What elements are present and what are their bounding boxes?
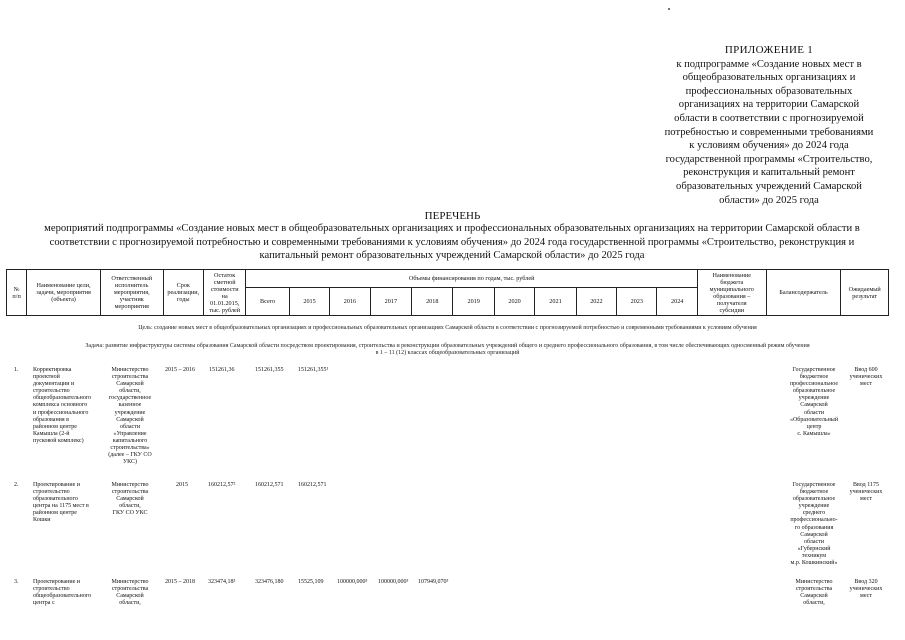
row-term: 2015 – 2016 — [165, 367, 195, 373]
row-executor: Министерство строительства Самарской области, государственное казенное учреждение Самарской области «Управление капитального строительства» (далее – ГКУ СО УКС) — [108, 367, 152, 466]
goal-line: Цель: создание новых мест в общеобразовательных организациях и профессиональных образовательных организациях Самарской области в соответствии с прогнозируемой потребностью и современными требованиями к условиям обучения — [138, 325, 757, 331]
appendix-line: к подпрограмме «Создание новых мест в — [676, 58, 862, 70]
appendix-line: потребностью и современными требованиями — [664, 126, 874, 138]
list-title: ПЕРЕЧЕНЬ — [424, 210, 481, 222]
list-subtitle-line: мероприятий подпрограммы «Создание новых мест в общеобразовательных организациях и профессиональных образовательных организациях на территории Самарской области в — [44, 223, 860, 234]
header-total: Всего — [246, 288, 289, 316]
header-year: 2024 — [657, 288, 697, 316]
row-executor: Министерство строительства Самарской области, — [111, 579, 149, 607]
appendix-line: области в соответствии с прогнозируемой — [674, 112, 864, 124]
list-subtitle-line: капитальный ремонт образовательных учреждений Самарской области» до 2025 года — [259, 250, 645, 262]
header-budget: Наименование бюджета муниципального образования – получателя субсидии — [697, 270, 766, 316]
task-line-part: в 1 – 11 (12) классах общеобразовательных организаций — [375, 350, 520, 356]
list-subtitle-line: соответствии с прогнозируемой потребностью и современными требованиями к условиям обучения» до 2024 года государственной программы «Строительство, реконструкция и — [49, 236, 855, 248]
appendix-line: реконструкция и капитальный ремонт — [683, 167, 855, 179]
header-year: 2020 — [494, 288, 534, 316]
header-holder: Балансодержатель — [766, 270, 841, 316]
header-executor: Ответственный исполнитель мероприятия, участник мероприятия — [100, 270, 163, 316]
appendix-block — [650, 44, 888, 207]
header-year: 2016 — [330, 288, 370, 316]
header-funding: Объемы финансирования по годам, тыс. рублей — [246, 270, 698, 288]
appendix-line: области» до 2025 года — [719, 194, 819, 206]
header-table — [6, 269, 889, 316]
header-year: 2022 — [576, 288, 616, 316]
row-number: 1. — [14, 367, 19, 373]
header-name: Наименование цели, задачи, мероприятия (объекта) — [27, 270, 101, 316]
header-year: 2017 — [370, 288, 411, 316]
row-holder: Государственное бюджетное образовательное учреждение среднего профессионально- го образования Самарской области «Губернский техникум м.р. Кошкинский» — [790, 482, 838, 567]
row-name: Корректировка проектной документации и строительство общеобразовательного комплекса основного и профессионального образования в районном центре Камышла (2-й пусковой комплекс) — [33, 367, 92, 444]
header-result: Ожидаемый результат — [841, 270, 889, 316]
row-remainder: 323474,18³ — [208, 579, 236, 585]
row-number: 3. — [14, 579, 19, 585]
header-year: 2018 — [412, 288, 453, 316]
row-total: 160212,571 — [255, 482, 284, 488]
appendix-line: к условиям обучения» до 2024 года — [689, 140, 849, 152]
header-num: № п/п — [7, 270, 27, 316]
row-2016: 100000,000³ — [337, 579, 368, 585]
row-name: Проектирование и строительство образовательного центра на 1175 мест в районном центре Кошки — [33, 482, 89, 524]
row-term: 2015 – 2018 — [165, 579, 195, 585]
header-year: 2015 — [289, 288, 329, 316]
appendix-heading: ПРИЛОЖЕНИЕ 1 — [724, 44, 814, 56]
row-total: 323476,180 — [255, 579, 284, 585]
list-subtitle — [22, 222, 882, 263]
row-remainder: 151261,36 — [209, 367, 235, 373]
row-total: 151261,355 — [255, 367, 284, 373]
appendix-line: государственной программы «Строительство, — [665, 153, 873, 165]
appendix-line: организациях на территории Самарской — [678, 99, 860, 111]
row-result: Ввод 600 ученических мест — [849, 367, 883, 388]
row-2015: 151261,355¹ — [298, 367, 329, 373]
header-year: 2019 — [453, 288, 494, 316]
row-number: 2. — [14, 482, 19, 488]
appendix-line: общеобразовательных организациях и — [682, 72, 856, 84]
appendix-line: профессиональных образовательных — [685, 85, 853, 97]
header-remainder: Остаток сметной стоимости на 01.01.2015, тыс. рублей — [203, 270, 245, 316]
row-2015: 160212,571 — [298, 482, 327, 488]
row-term: 2015 — [176, 482, 188, 488]
row-result: Ввод 320 ученических мест — [849, 579, 883, 600]
row-executor: Министерство строительства Самарской области, ГКУ СО УКС — [111, 482, 149, 517]
row-remainder: 160212,57² — [208, 482, 236, 488]
appendix-line: образовательных учреждений Самарской — [676, 180, 862, 192]
header-term: Срок реализации, годы — [163, 270, 203, 316]
task-line-part: Задача: развитие инфраструктуры системы образования Самарской области посредством проектирования, строительства и реконструкции образовательных учреждений общего и среднего профессионального образования, в том числе обеспечивающих односменный режим обучения — [85, 343, 810, 349]
row-2015: 15525,109 — [298, 579, 324, 585]
row-holder: Государственное бюджетное профессиональное образовательное учреждение Самарской области «Образовательный центр с. Камышла» — [789, 367, 839, 437]
scan-speck — [668, 8, 670, 10]
row-holder: Министерство строительства Самарской области, — [795, 579, 833, 607]
row-name: Проектирование и строительство общеобразовательного центра с — [33, 579, 92, 607]
row-2017: 100000,000³ — [378, 579, 409, 585]
row-2018: 107949,070³ — [418, 579, 449, 585]
header-year: 2021 — [535, 288, 576, 316]
header-year: 2023 — [617, 288, 657, 316]
row-result: Ввод 1175 ученических мест — [849, 482, 883, 503]
task-line — [6, 343, 889, 357]
